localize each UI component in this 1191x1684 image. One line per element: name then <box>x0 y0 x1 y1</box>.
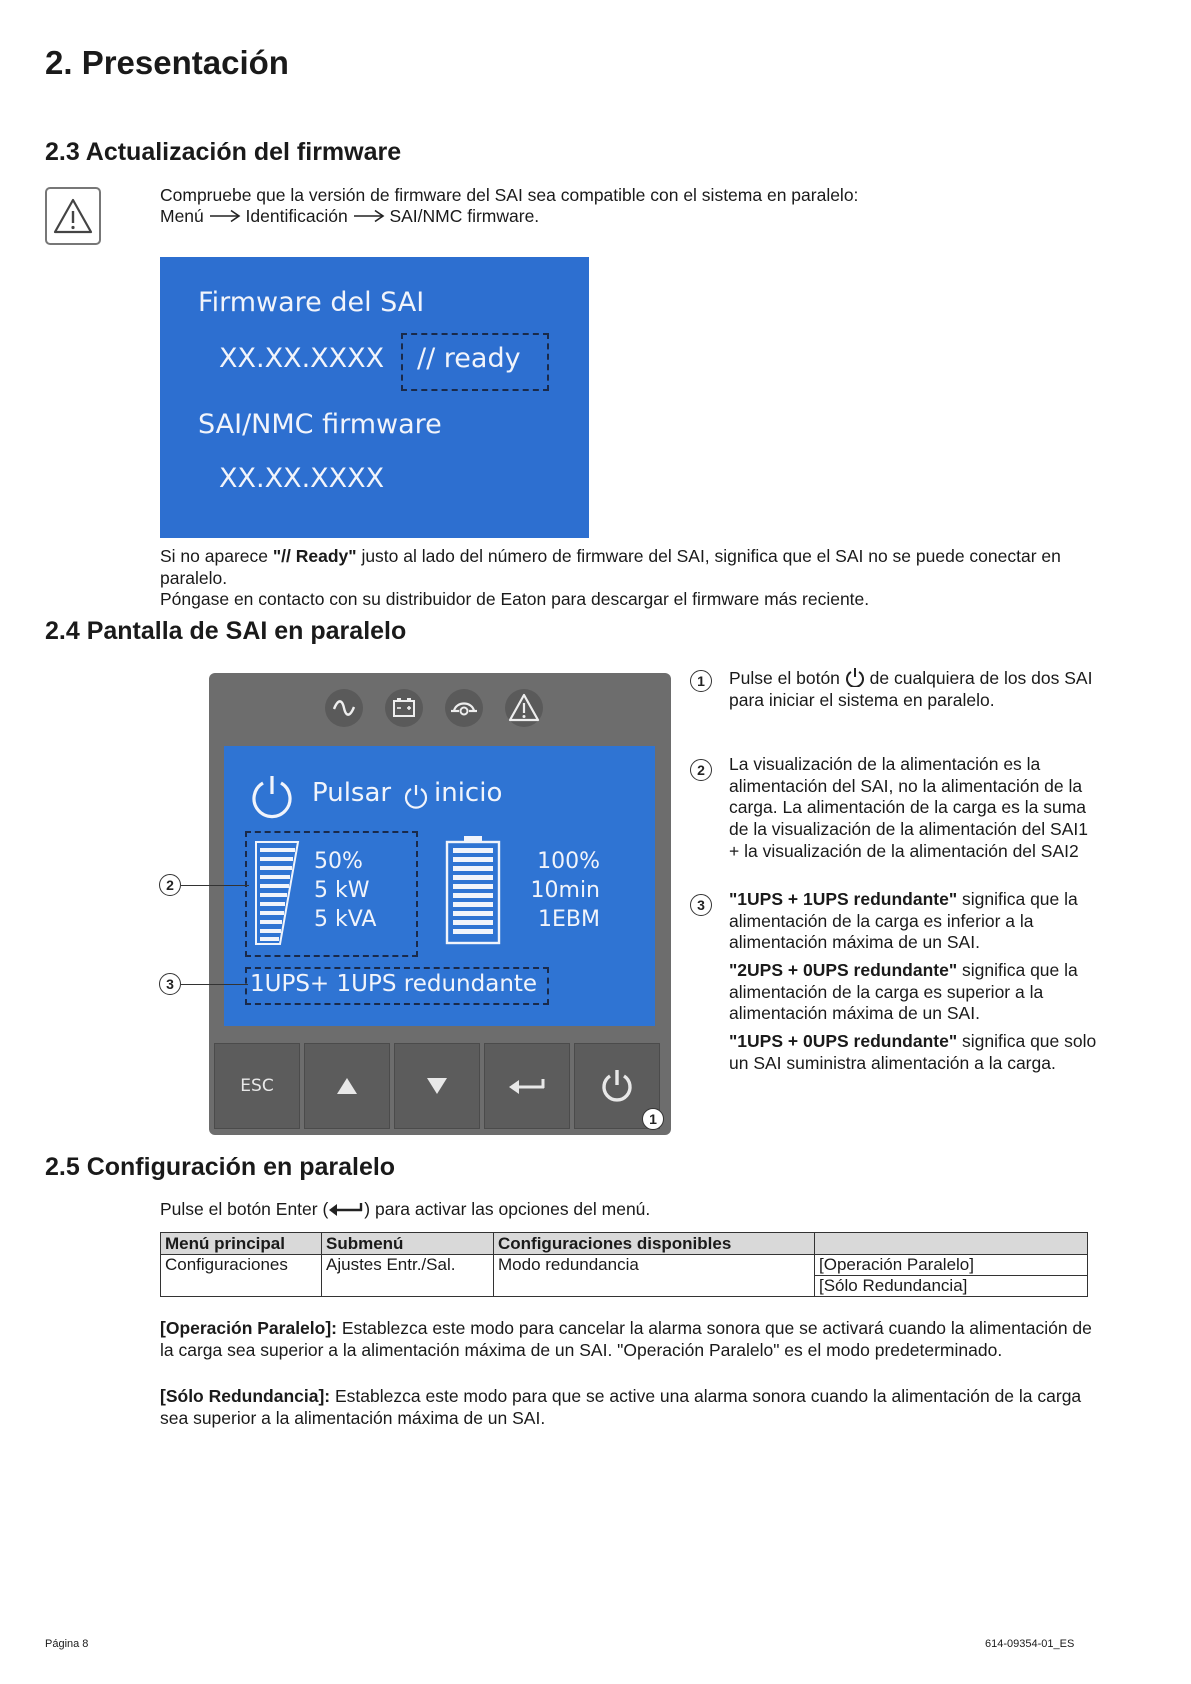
item3-a: "1UPS + 1UPS redundante" significa que la alimentación de la carga es inferior a la alimentación máxima de un SAI. <box>729 889 1078 953</box>
battery-runtime: 10min <box>530 878 600 903</box>
enter-icon <box>508 1076 546 1096</box>
ups-lcd-screen <box>224 746 655 1026</box>
firmware-label-nmc: SAI/NMC firmware <box>198 409 442 440</box>
arrow-right-icon <box>209 207 241 229</box>
item3-c: "1UPS + 0UPS redundante" significa que solo un SAI suministra alimentación a la carga. <box>729 1031 1097 1073</box>
load-percent: 50% <box>314 849 363 874</box>
table-cell: [Sólo Redundancia] <box>815 1276 1088 1297</box>
firmware-note: Si no aparece "// Ready" justo al lado del número de firmware del SAI, significa que el SAI no se puede conectar en paralelo. <box>160 546 1061 588</box>
up-button[interactable] <box>304 1043 390 1129</box>
table-cell: [Operación Paralelo] <box>815 1255 1088 1276</box>
arrow-up-icon <box>336 1077 358 1095</box>
page-number: Página 8 <box>45 1638 89 1650</box>
enter-button[interactable] <box>484 1043 570 1129</box>
ac-sine-icon <box>325 689 363 727</box>
config-intro: Pulse el botón Enter ( ) para activar las opciones del menú. <box>160 1199 651 1219</box>
bypass-icon <box>445 689 483 727</box>
page-title: 2. Presentación <box>45 44 289 81</box>
firmware-intro: Compruebe que la versión de firmware del SAI sea compatible con el sistema en paralelo: <box>160 185 859 205</box>
item3-b: "2UPS + 0UPS redundante" significa que la alimentación de la carga es superior a la alimentación máxima de un SAI. <box>729 960 1078 1024</box>
item2-text: La visualización de la alimentación es la alimentación del SAI, no la alimentación de la carga. La alimentación de la carga es la suma de la visualización de la alimentación del SAI1 + la visualización de la alimentación del SAI2 <box>729 754 1088 861</box>
firmware-contact-note: Póngase en contacto con su distribuidor de Eaton para descargar el firmware más reciente. <box>160 589 870 609</box>
callout-3: 3 <box>690 894 712 916</box>
esc-button[interactable]: ESC <box>214 1043 300 1129</box>
load-kw: 5 kW <box>314 878 370 903</box>
table-cell: Modo redundancia <box>494 1255 815 1297</box>
config-table <box>160 1232 1088 1297</box>
callout-1: 1 <box>690 670 712 692</box>
firmware-version-nmc: XX.XX.XXXX <box>219 463 385 494</box>
callout-3: 3 <box>159 973 181 995</box>
table-cell: Configuraciones <box>161 1255 322 1297</box>
document-id: 614-09354-01_ES <box>985 1638 1075 1650</box>
inicio-label: inicio <box>434 778 503 808</box>
table-header <box>815 1233 1088 1255</box>
table-cell: Ajustes Entr./Sal. <box>322 1255 494 1297</box>
arrow-right-icon <box>353 207 385 229</box>
item1-text: Pulse el botón de cualquiera de los dos SAI para iniciar el sistema en paralelo. <box>729 668 1093 710</box>
menu-path-step: Identificación <box>245 206 348 226</box>
table-header: Menú principal <box>161 1233 322 1255</box>
section-title-firmware: 2.3 Actualización del firmware <box>45 138 402 166</box>
menu-path-step: SAI/NMC firmware. <box>389 206 540 226</box>
config-desc-parallel: [Operación Paralelo]: Establezca este modo para cancelar la alarma sonora que se activará cuando la alimentación de la carga sea superior a la alimentación máxima de un SAI. "Operación Paralelo" es el modo predeterminado. <box>160 1318 1092 1360</box>
down-button[interactable] <box>394 1043 480 1129</box>
callout-3-leader <box>181 984 248 985</box>
ups-control-panel <box>209 673 671 1135</box>
section-title-config: 2.5 Configuración en paralelo <box>45 1153 396 1181</box>
firmware-version-sai: XX.XX.XXXX <box>219 343 385 374</box>
callout-2: 2 <box>690 759 712 781</box>
power-icon <box>845 667 865 687</box>
callout-2-leader <box>181 885 249 886</box>
load-kva: 5 kVA <box>314 907 377 932</box>
table-header: Configuraciones disponibles <box>494 1233 815 1255</box>
arrow-down-icon <box>426 1077 448 1095</box>
table-header-row <box>161 1233 1088 1255</box>
callout-2: 2 <box>159 874 181 896</box>
menu-path-step: Menú <box>160 206 204 226</box>
redundancy-status: 1UPS+ 1UPS redundante <box>250 971 538 997</box>
firmware-menu-path <box>160 206 539 228</box>
battery-icon <box>385 689 423 727</box>
table-row <box>161 1255 1088 1276</box>
firmware-screen <box>160 257 589 538</box>
firmware-label-sai: Firmware del SAI <box>198 287 425 318</box>
warning-icon <box>45 187 101 245</box>
enter-icon <box>328 1201 364 1217</box>
alarm-icon <box>505 689 543 727</box>
ready-indicator: // ready <box>417 343 521 374</box>
battery-ebm: 1EBM <box>538 907 600 932</box>
power-icon <box>599 1068 635 1104</box>
battery-level-icon <box>444 834 502 951</box>
load-bar-icon <box>252 838 302 953</box>
pulsar-label: Pulsar <box>312 778 392 808</box>
power-icon <box>248 772 296 825</box>
section-title-display: 2.4 Pantalla de SAI en paralelo <box>45 617 407 645</box>
power-icon <box>403 783 429 814</box>
callout-1: 1 <box>642 1108 664 1130</box>
table-header: Submenú <box>322 1233 494 1255</box>
config-desc-redundancy: [Sólo Redundancia]: Establezca este modo para que se active una alarma sonora cuando la alimentación de la carga sea superior a la alimentación máxima de un SAI. <box>160 1386 1082 1428</box>
battery-percent: 100% <box>537 849 600 874</box>
